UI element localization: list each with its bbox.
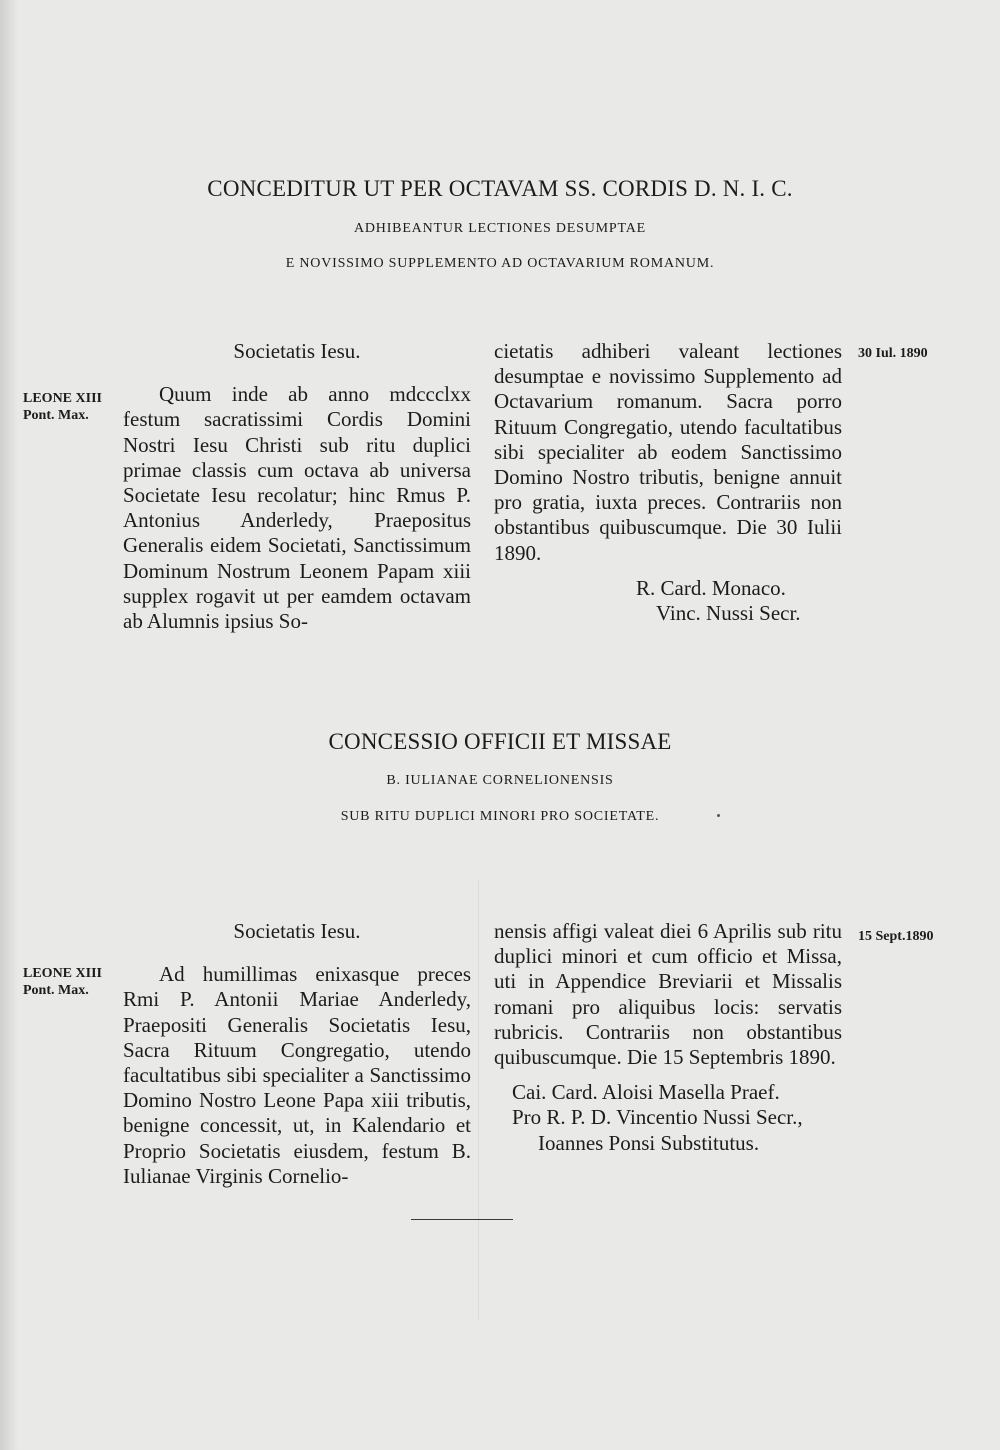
decree-2-body-part-2: nensis affigi valeat diei 6 Aprilis sub ritu duplici minori et cum officio et Missa, uti in Appendice Breviarii et Missalis romani pro aliquibus locis: servatis rubricis. Contrariis non obstantibus quibuscumque. Die 15 Septembris 1890. bbox=[494, 919, 842, 1070]
decree-1-body-part-1: Quum inde ab anno mdccclxx festum sacratissimi Cordis Domini Nostri Iesu Christi sub ritu duplici primae classis cum octava ab universa Societate Iesu recolatur; hinc Rmus P. Antonius Anderledy, Praepositus Generalis eidem Societati, Sanctissimum Dominum Nostrum Leonem Papam xiii supplex rogavit ut per eamdem octavam ab Alumnis ipsius So- bbox=[123, 382, 471, 634]
decree-2-signature-prefect: Cai. Card. Aloisi Masella Praef. bbox=[512, 1080, 780, 1105]
decree-1-subtitle-line-2: E NOVISSIMO SUPPLEMENTO AD OCTAVARIUM ROMANUM. bbox=[285, 256, 715, 271]
stray-ink-dot bbox=[717, 814, 720, 817]
decree-2-left-column bbox=[123, 919, 471, 1189]
footnote-rule bbox=[411, 1219, 513, 1220]
margin-pope-title: Pont. Max. bbox=[23, 408, 89, 423]
decree-1-addressee: Societatis Iesu. bbox=[233, 339, 361, 363]
decree-1-signature-cardinal: R. Card. Monaco. bbox=[636, 575, 786, 600]
decree-2-right-column bbox=[494, 919, 842, 1156]
margin-pope-title: Pont. Max. bbox=[23, 983, 89, 998]
decree-1-margin-date: 30 Iul. 1890 bbox=[858, 346, 928, 361]
decree-2-margin-pope bbox=[23, 965, 118, 999]
decree-2-subtitle-line-1: B. IULIANAE CORNELIONENSIS bbox=[386, 773, 614, 788]
decree-1-body-part-2: cietatis adhiberi valeant lectiones desumptae e novissimo Supplemento ad Octavarium romanum. Sacra porro Rituum Congregatio, utendo facultatibus sibi specialiter ab eodem Sanctissimo Domino Nostro tributis, benigne annuit pro gratia, iuxta preces. Contrariis non obstantibus quibuscumque. Die 30 Iulii 1890. bbox=[494, 339, 842, 565]
decree-1-margin-pope bbox=[23, 390, 118, 424]
decree-2-signature-substitute: Ioannes Ponsi Substitutus. bbox=[538, 1130, 760, 1155]
decree-2-body-part-1: Ad humillimas enixasque preces Rmi P. Antonii Mariae Anderledy, Praepositi Generalis Societatis Iesu, Sacra Rituum Congregatio, utendo facultatibus sibi specialiter a Sanctissimo Domino Nostro Leone Papa xiii tributis, benigne concessit, ut, in Kalendario et Proprio Societatis eiusdem, festum B. Iulianae Virginis Cornelio- bbox=[123, 962, 471, 1188]
decree-2-addressee: Societatis Iesu. bbox=[233, 919, 361, 943]
column-gutter bbox=[478, 880, 479, 1320]
page-edge-shadow bbox=[0, 0, 18, 1450]
decree-2-signature-pro-secretary: Pro R. P. D. Vincentio Nussi Secr., bbox=[512, 1105, 803, 1130]
margin-pope-name: LEONE XIII bbox=[23, 966, 102, 981]
decree-1-signature-secretary: Vinc. Nussi Secr. bbox=[656, 601, 801, 626]
decree-1-subtitle-line-1: ADHIBEANTUR LECTIONES DESUMPTAE bbox=[353, 221, 646, 236]
decree-1-title: CONCEDITUR UT PER OCTAVAM SS. CORDIS D. N. I. C. bbox=[207, 176, 793, 201]
decree-1-left-column bbox=[123, 339, 471, 634]
decree-1-right-column bbox=[494, 339, 842, 626]
margin-pope-name: LEONE XIII bbox=[23, 391, 102, 406]
decree-2-title: CONCESSIO OFFICII ET MISSAE bbox=[328, 729, 672, 754]
decree-2-subtitle-line-2: SUB RITU DUPLICI MINORI PRO SOCIETATE. bbox=[340, 809, 660, 824]
decree-2-margin-date: 15 Sept.1890 bbox=[858, 929, 934, 944]
